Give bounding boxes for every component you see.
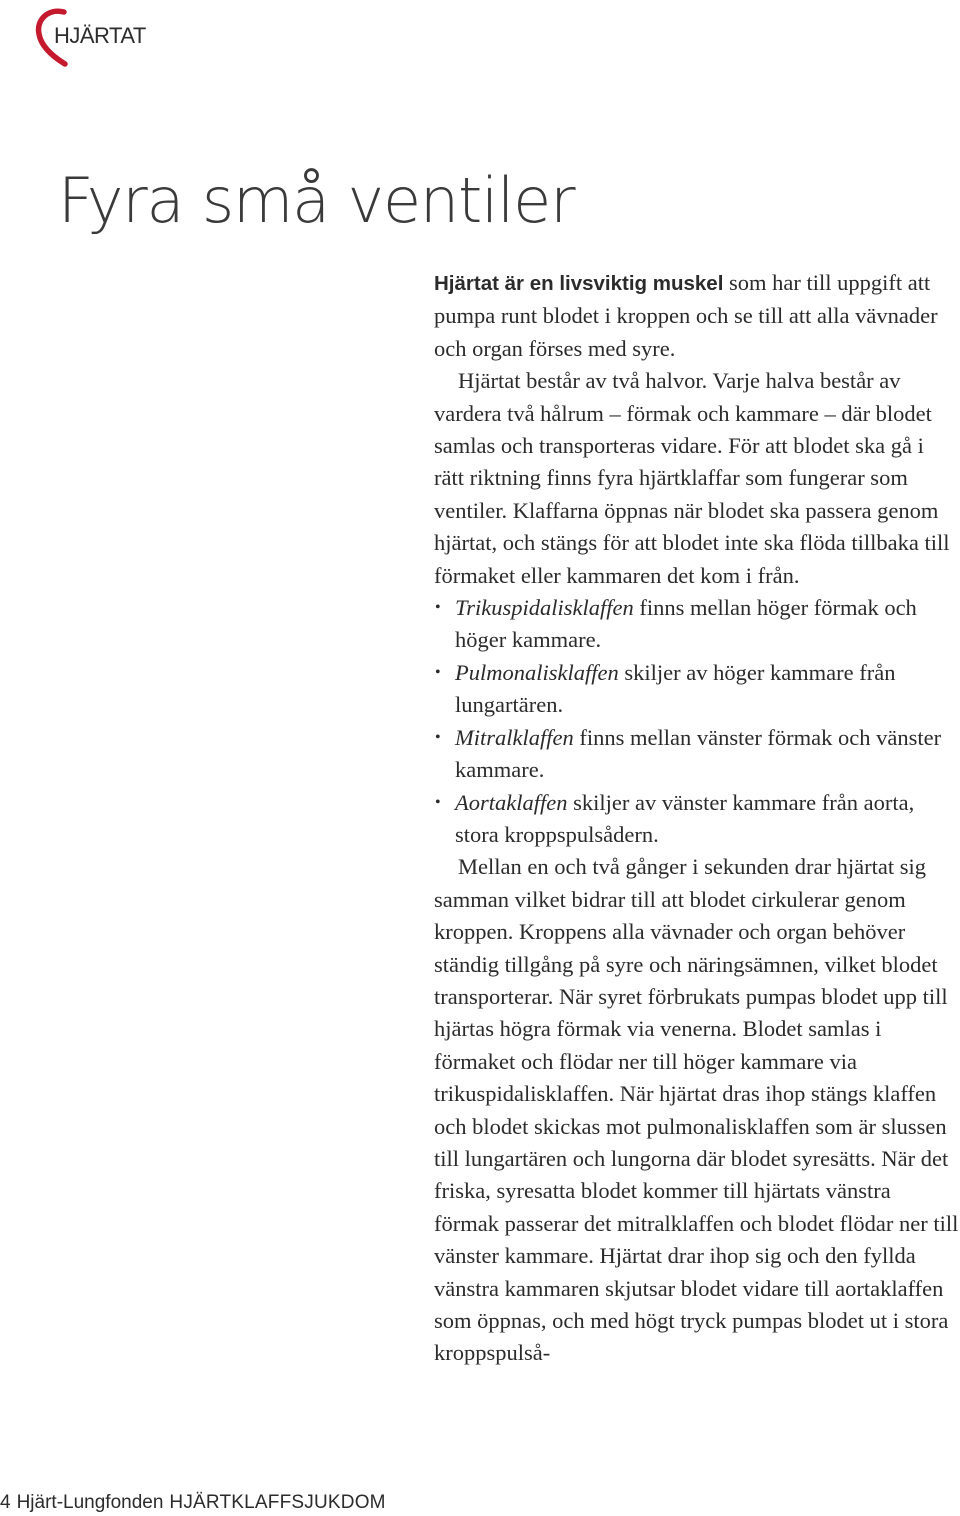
- bullet-icon: •: [435, 793, 441, 811]
- valve-desc: skiljer av höger kammare från lungartären.: [455, 659, 896, 718]
- valve-term: Aortaklaffen: [455, 789, 568, 815]
- page-footer: [0, 1492, 392, 1514]
- valve-term: Mitralklaffen: [455, 724, 574, 750]
- page-header: [34, 6, 234, 70]
- valve-desc: finns mellan vänster förmak och vänster kammare.: [455, 724, 942, 783]
- footer-topic: HJÄRTKLAFFSJUKDOM: [169, 1492, 386, 1513]
- paragraph-2: Hjärtat består av två halvor. Varje halva består av vardera två hålrum – förmak och kammare – där blodet samlas och transporteras vidare. För att blodet ska gå i rätt riktning finns fyra hjärtklaffar som fungerar som ventiler. Klaffarna öppnas när blodet ska passera genom hjärtat, och stängs för att blodet inte ska flöda tillbaka till förmaket eller kammaren det kom i från.: [434, 368, 950, 588]
- list-item: [434, 657, 959, 722]
- lead-rest-text: som har till uppgift att pumpa runt blodet i kroppen och se till att alla vävnader och organ förses med syre.: [434, 270, 938, 361]
- list-item: [434, 722, 959, 787]
- valve-term: Pulmonalisklaffen: [455, 659, 619, 685]
- bullet-icon: •: [435, 599, 441, 617]
- valve-desc: finns mellan höger förmak och höger kammare.: [455, 595, 917, 653]
- intro-paragraph: [434, 267, 959, 365]
- footer-publisher: Hjärt-Lungfonden: [16, 1492, 164, 1513]
- bullet-icon: •: [435, 728, 441, 746]
- bullet-icon: •: [435, 663, 441, 681]
- valve-term: Trikuspidalisklaffen: [455, 595, 634, 621]
- valve-desc: skiljer av vänster kammare från aorta, stora kroppspulsådern.: [455, 789, 915, 847]
- paragraph-3: Mellan en och två gånger i sekunden drar hjärtat sig samman vilket bidrar till att blodet cirkulerar genom kroppen. Kroppens alla vävnader och organ behöver ständig tillgång på syre och näringsämnen, vilket blodet transporterar. När syret förbrukats pumpas blodet upp till hjärtas högra förmak via venerna. Blodet samlas i förmaket och flödar ner till höger kammare via trikuspidalisklaffen. När hjärtat dras ihop stängs klaffen och blodet skickas mot pulmonalisklaffen som är slussen till lungartären och lungorna där blodet syresätts. När det friska, syresatta blodet kommer till hjärtats vänstra förmak passerar det mitralklaffen och blodet flödar ner till vänster kammare. Hjärtat drar ihop sig och den fyllda vänstra kammaren skjutsar blodet vidare till aortaklaffen som öppnas, och med högt tryck pumpas blodet ut i stora kroppspulså-: [434, 854, 959, 1366]
- lead-bold-text: Hjärtat är en livsviktig muskel: [434, 272, 724, 295]
- article-body: [434, 267, 959, 1370]
- list-item: [434, 787, 959, 852]
- page-number: 4: [0, 1492, 11, 1513]
- list-item: [434, 592, 959, 657]
- section-label: HJÄRTAT: [54, 23, 146, 48]
- valve-list: [434, 592, 959, 851]
- page-title: Fyra små ventiler: [58, 164, 575, 237]
